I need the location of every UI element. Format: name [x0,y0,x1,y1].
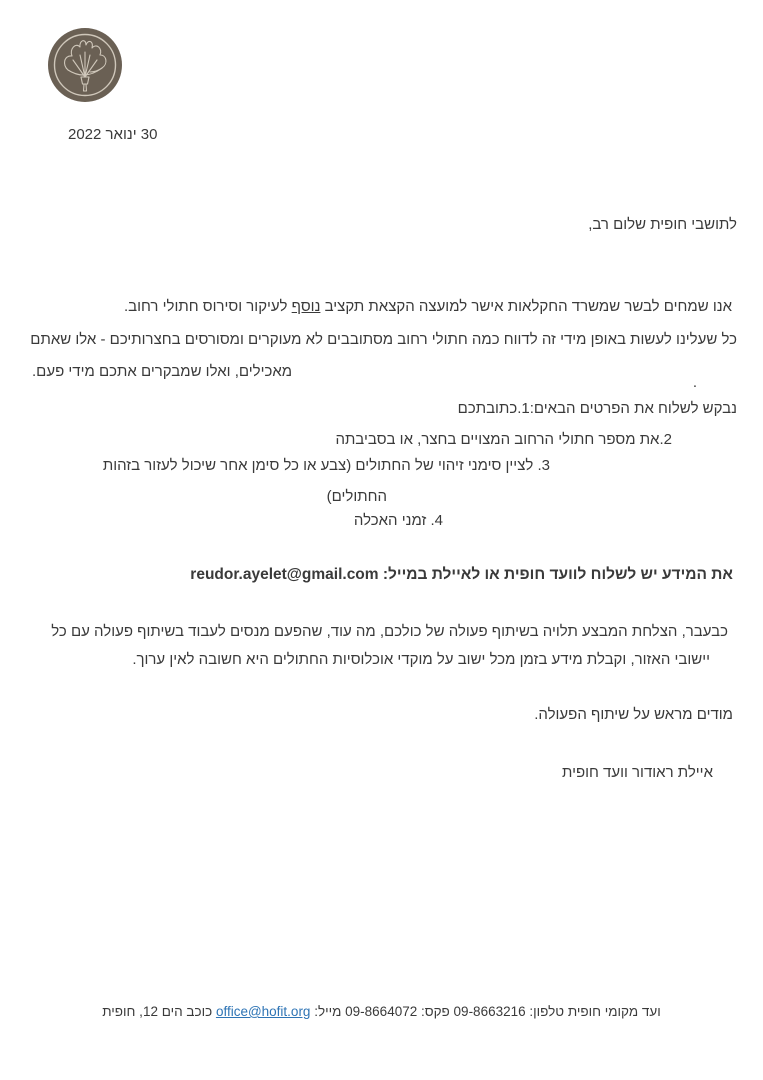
letter-date: 30 ינואר 2022 [68,126,158,143]
list-item4: 4. זמני האכלה [353,512,443,529]
footer-contact-line [0,1003,763,1020]
signature-line: איילת ראודור וועד חופית [562,764,713,781]
anemone-flower-icon [48,28,122,102]
list-intro-item1: נבקש לשלוח את הפרטים הבאים:1.כתובתכם [457,400,737,417]
announcement-underlined-word: נוסף [291,298,321,315]
send-info-line: את המידע יש לשלוח לוועד חופית או לאיילת במייל: reudor.ayelet@gmail.com [190,566,733,583]
list-item3-line1: 3. לציין סימני זיהוי של החתולים (צבע או כל סימן אחר שיכול לעזור בזהות [102,457,550,474]
footer-text-after-email: כוכב הים 12, חופית [102,1004,216,1019]
stray-period: . [692,374,697,391]
action-paragraph-line1: כל שעלינו לעשות באופן מידי זה לדווח כמה חתולי רחוב מסתובבים לא מעוקרים ומסורסים בחצרותיכם - אלו שאתם [30,331,737,348]
thanks-line: מודים מראש על שיתוף הפעולה. [534,706,733,723]
announcement-paragraph [124,298,732,315]
announcement-text-post: לעיקור וסירוס חתולי רחוב. [123,298,292,315]
footer-email-link[interactable]: office@hofit.org [215,1004,311,1019]
list-item2: 2.את מספר חתולי הרחוב המצויים בחצר, או בסביבתה [335,431,672,448]
action-paragraph-line2: מאכילים, ואלו שמבקרים אתכם מידי פעם. [32,363,293,380]
hofit-logo [48,28,122,102]
greeting-line: לתושבי חופית שלום רב, [588,216,737,233]
cooperation-paragraph-line1: כבעבר, הצלחת המבצע תלויה בשיתוף פעולה של כולכם, מה עוד, שהפעם מנסים לעבוד בשיתוף פעולה עם כל [51,623,728,640]
announcement-text-pre: אנו שמחים לבשר שמשרד החקלאות אישר למועצה הקצאת תקציב [320,298,732,315]
cooperation-paragraph-line2: יישובי האזור, וקבלת מידע בזמן מכל ישוב על מוקדי אוכלוסיות החתולים היא חשובה לאין ערוך. [132,651,710,668]
list-item3-line2: החתולים) [326,488,387,505]
footer-text-before-email: ועד מקומי חופית טלפון: 09-8663216 פקס: 09-8664072 מייל: [310,1004,661,1019]
